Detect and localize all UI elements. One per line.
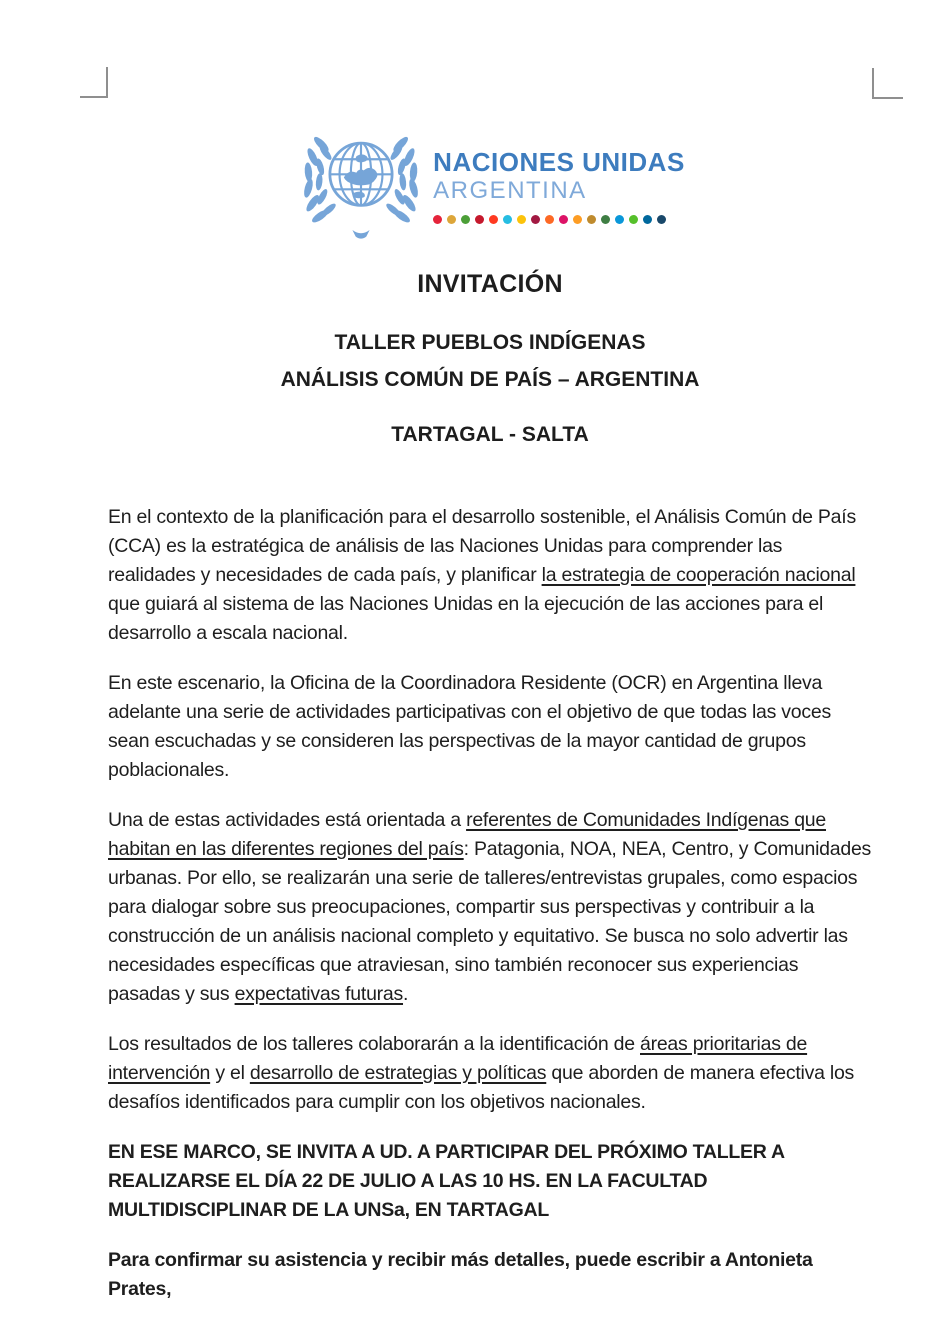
document-content [108, 0, 872, 1325]
sdg-dot [573, 215, 582, 224]
paragraph-activities: Una de estas actividades está orientada a referentes de Comunidades Indígenas que habitan en las diferentes regiones del país: Patagonia, NOA, NEA, Centro, y Comunidades urbanas. Por ello, se realizarán una serie de talleres/entrevistas grupales, como espacios para dialogar sobre sus preocupaciones, compartir sus perspectivas y contribuir a la construcción de un análisis nacional completo y equitativo. Se busca no solo advertir las necesidades específicas que atraviesan, sino también reconocer sus experiencias pasadas y sus expectativas futuras. [108, 809, 872, 1005]
workshop-subtitle: TALLER PUEBLOS INDÍGENAS [334, 331, 646, 354]
sdg-dot [643, 215, 652, 224]
sdg-dot [503, 215, 512, 224]
org-region: ARGENTINA [433, 176, 587, 204]
paragraph-context: En el contexto de la planificación para el desarrollo sostenible, el Análisis Común de País (CCA) es la estratégica de análisis de las Naciones Unidas para comprender las realidades y necesidades de cada país, y planificar la estrategia de cooperación nacional que guiará al sistema de las Naciones Unidas en la ejecución de las acciones para el desarrollo a escala nacional. [108, 506, 856, 644]
sdg-dot [601, 215, 610, 224]
un-argentina-logo [108, 126, 872, 244]
logo-text [433, 126, 685, 224]
cca-subtitle: ANÁLISIS COMÚN DE PAÍS – ARGENTINA [280, 368, 700, 391]
sdg-dot [475, 215, 484, 224]
sdg-dots [433, 215, 685, 224]
sdg-dot [447, 215, 456, 224]
un-emblem-icon [295, 126, 427, 244]
sdg-dot [433, 215, 442, 224]
sdg-dot [461, 215, 470, 224]
corner-mark-left [80, 67, 108, 98]
letter-body [108, 503, 872, 1304]
invitation-title: INVITACIÓN [417, 270, 563, 298]
corner-mark-right [872, 68, 903, 99]
sdg-dot [559, 215, 568, 224]
sdg-dot [531, 215, 540, 224]
sdg-dot [489, 215, 498, 224]
paragraph-invitation-details: EN ESE MARCO, SE INVITA A UD. A PARTICIPAR DEL PRÓXIMO TALLER A REALIZARSE EL DÍA 22 DE JULIO A LAS 10 HS. EN LA FACULTAD MULTIDISCIPLINAR DE LA UNSa, EN TARTAGAL [108, 1141, 785, 1221]
sdg-dot [657, 215, 666, 224]
sdg-dot [615, 215, 624, 224]
sdg-dot [545, 215, 554, 224]
location-subtitle: TARTAGAL - SALTA [391, 423, 589, 446]
paragraph-confirmation: Para confirmar su asistencia y recibir más detalles, puede escribir a Antonieta Prates, [108, 1249, 813, 1300]
org-name: NACIONES UNIDAS [433, 147, 685, 177]
sdg-dot [517, 215, 526, 224]
sdg-dot [587, 215, 596, 224]
paragraph-results: Los resultados de los talleres colaborarán a la identificación de áreas prioritarias de intervención y el desarrollo de estrategias y políticas que aborden de manera efectiva los desafíos identificados para cumplir con los objetivos nacionales. [108, 1033, 855, 1113]
paragraph-ocr: En este escenario, la Oficina de la Coordinadora Residente (OCR) en Argentina lleva adelante una serie de actividades participativas con el objetivo de que todas las voces sean escuchadas y se consideren las perspectivas de la mayor cantidad de grupos poblacionales. [108, 672, 831, 781]
sdg-dot [629, 215, 638, 224]
